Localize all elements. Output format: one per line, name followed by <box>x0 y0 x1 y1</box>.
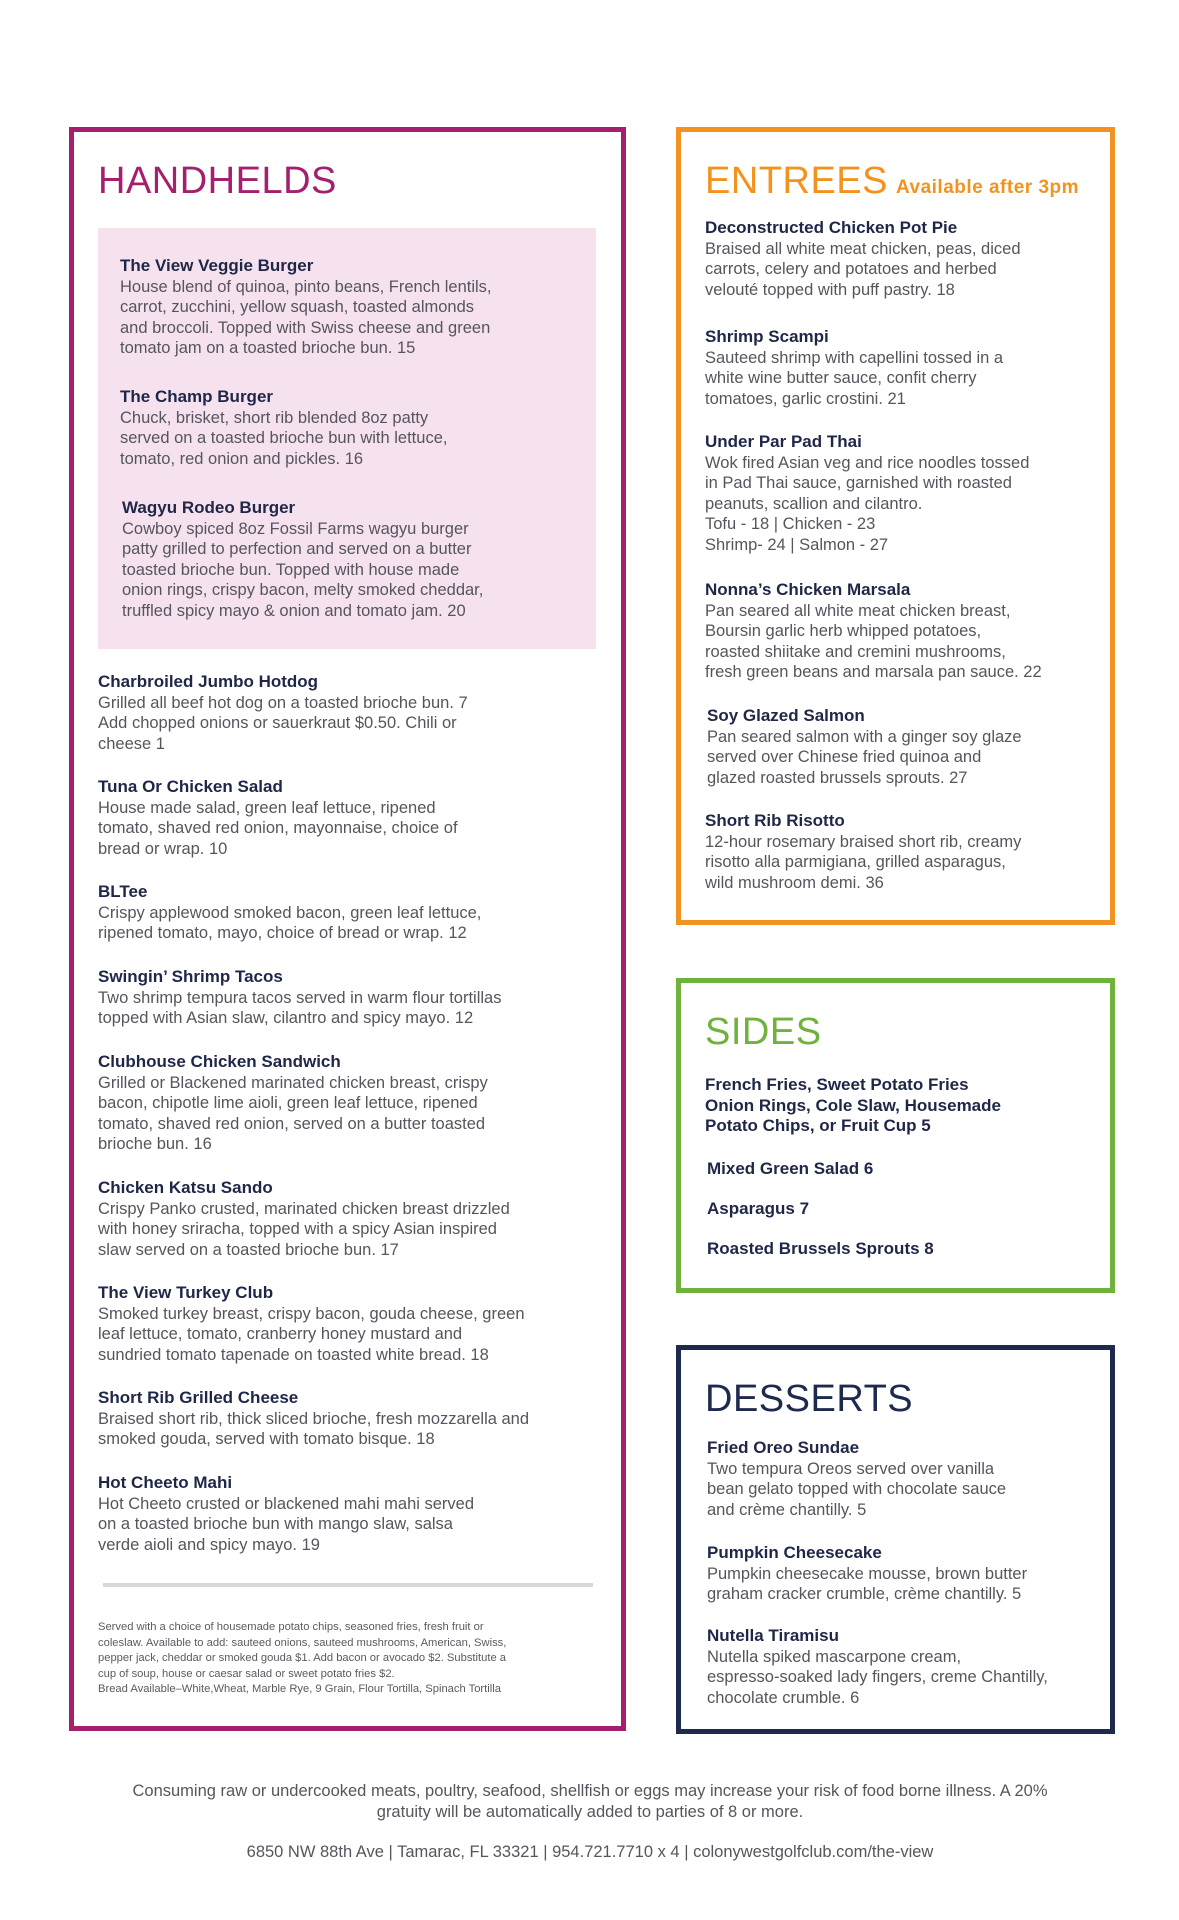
item-name: The View Turkey Club <box>98 1283 274 1302</box>
item-name: Clubhouse Chicken Sandwich <box>98 1052 341 1071</box>
item-description: House blend of quinoa, pinto beans, French lentils, carrot, zucchini, yellow squash, toasted almonds and broccoli. Topped with Swiss cheese and green tomato jam on a toasted brioche bun. 15 <box>120 277 492 357</box>
item-description: Two shrimp tempura tacos served in warm flour tortillas topped with Asian slaw, cilantro and spicy mayo. 12 <box>98 988 502 1027</box>
menu-item <box>707 1543 1092 1605</box>
item-description: Pan seared all white meat chicken breast, Boursin garlic herb whipped potatoes, roasted shiitake and cremini mushrooms, fresh green beans and marsala pan sauce. 22 <box>705 601 1042 681</box>
item-name: Short Rib Grilled Cheese <box>98 1388 299 1407</box>
menu-item <box>98 967 603 1029</box>
menu-item <box>705 218 1090 300</box>
menu-item <box>707 706 1092 788</box>
item-description: Braised all white meat chicken, peas, diced carrots, celery and potatoes and herbed velouté topped with puff pastry. 18 <box>705 239 1021 299</box>
menu-item <box>98 1178 603 1260</box>
menu-item <box>705 580 1090 683</box>
menu-item <box>98 1473 603 1555</box>
item-name: Chicken Katsu Sando <box>98 1178 273 1197</box>
item-description: Braised short rib, thick sliced brioche, fresh mozzarella and smoked gouda, served with tomato bisque. 18 <box>98 1409 530 1448</box>
menu-item <box>705 432 1090 555</box>
sides-title: SIDES <box>705 1011 822 1053</box>
side-item: French Fries, Sweet Potato Fries Onion Rings, Cole Slaw, Housemade Potato Chips, or Fruit Cup 5 <box>705 1075 1001 1135</box>
item-description: Grilled or Blackened marinated chicken breast, crispy bacon, chipotle lime aioli, green leaf lettuce, ripened tomato, shaved red onion, served on a butter toasted brioche bun. 16 <box>98 1073 488 1153</box>
item-name: Soy Glazed Salmon <box>707 706 865 725</box>
item-name: Shrimp Scampi <box>705 327 829 346</box>
item-name: Tuna Or Chicken Salad <box>98 777 283 796</box>
footnote-line: coleslaw. Available to add: sauteed onions, sauteed mushrooms, American, Swiss, <box>98 1636 507 1649</box>
item-description: Hot Cheeto crusted or blackened mahi mahi served on a toasted brioche bun with mango slaw, salsa verde aioli and spicy mayo. 19 <box>98 1494 475 1554</box>
item-name: The Champ Burger <box>120 387 274 406</box>
menu-item <box>98 1052 603 1155</box>
menu-item <box>98 1283 603 1365</box>
item-description: Cowboy spiced 8oz Fossil Farms wagyu burger patty grilled to perfection and served on a butter toasted brioche bun. Topped with house made onion rings, crispy bacon, melty smoked cheddar, truffled spicy mayo & onion and tomato jam. 20 <box>122 519 484 620</box>
item-name: The View Veggie Burger <box>120 256 314 275</box>
menu-item <box>707 1438 1092 1520</box>
item-name: Wagyu Rodeo Burger <box>122 498 296 517</box>
side-item: Mixed Green Salad 6 <box>707 1159 874 1178</box>
menu-item <box>98 672 603 754</box>
menu-item <box>120 256 580 359</box>
item-name: Pumpkin Cheesecake <box>707 1543 882 1562</box>
item-name: Nutella Tiramisu <box>707 1626 839 1645</box>
footnote-line: Bread Available–White,Wheat, Marble Rye, 9 Grain, Flour Tortilla, Spinach Tortilla <box>98 1683 501 1695</box>
menu-item <box>98 882 603 944</box>
handhelds-title: HANDHELDS <box>98 160 337 202</box>
item-description: Grilled all beef hot dog on a toasted brioche bun. 7 Add chopped onions or sauerkraut $0.50. Chili or cheese 1 <box>98 693 468 753</box>
item-description: Crispy applewood smoked bacon, green leaf lettuce, ripened tomato, mayo, choice of bread or wrap. 12 <box>98 903 482 942</box>
item-name: Swingin’ Shrimp Tacos <box>98 967 283 986</box>
item-name: Deconstructed Chicken Pot Pie <box>705 218 958 237</box>
item-name: Fried Oreo Sundae <box>707 1438 860 1457</box>
entrees-panel <box>676 127 1115 925</box>
item-name: Under Par Pad Thai <box>705 432 862 451</box>
item-description: Two tempura Oreos served over vanilla bean gelato topped with chocolate sauce and crème chantilly. 5 <box>707 1459 1007 1519</box>
item-description: Pumpkin cheesecake mousse, brown butter graham cracker crumble, crème chantilly. 5 <box>707 1564 1028 1603</box>
item-description: Smoked turkey breast, crispy bacon, gouda cheese, green leaf lettuce, tomato, cranberry honey mustard and sundried tomato tapenade on toasted white bread. 18 <box>98 1304 525 1364</box>
item-name: BLTee <box>98 882 148 901</box>
footnote-line: pepper jack, cheddar or smoked gouda $1. Add bacon or avocado $2. Substitute a <box>98 1652 506 1664</box>
entrees-availability: Available after 3pm <box>895 177 1080 198</box>
sides-panel <box>676 978 1115 1293</box>
menu-item <box>707 1626 1092 1708</box>
menu-item <box>705 811 1090 893</box>
desserts-title: DESSERTS <box>705 1378 914 1420</box>
divider <box>103 1583 593 1587</box>
menu-item <box>98 1388 603 1450</box>
menu-item <box>120 387 580 469</box>
handhelds-panel <box>69 127 626 1731</box>
menu-item <box>98 777 603 859</box>
item-name: Hot Cheeto Mahi <box>98 1473 233 1492</box>
entrees-title-text: ENTREES <box>705 160 888 202</box>
item-name: Short Rib Risotto <box>705 811 845 830</box>
item-description: House made salad, green leaf lettuce, ripened tomato, shaved red onion, mayonnaise, choice of bread or wrap. 10 <box>98 798 458 858</box>
contact-address: 6850 NW 88th Ave | Tamarac, FL 33321 | 954.721.7710 x 4 | colonywestgolfclub.com/the-view <box>246 1843 934 1861</box>
desserts-panel <box>676 1345 1115 1734</box>
item-description: Sauteed shrimp with capellini tossed in a white wine butter sauce, confit cherry tomatoes, garlic crostini. 21 <box>705 348 1004 408</box>
menu-item <box>122 498 582 621</box>
footnote-line: Served with a choice of housemade potato chips, seasoned fries, fresh fruit or <box>98 1621 484 1633</box>
item-description: Nutella spiked mascarpone cream, espresso-soaked lady fingers, creme Chantilly, chocolate crumble. 6 <box>707 1647 1048 1707</box>
item-description: Wok fired Asian veg and rice noodles tossed in Pad Thai sauce, garnished with roasted peanuts, scallion and cilantro. Tofu - 18 | Chicken - 23 Shrimp- 24 | Salmon - 27 <box>705 453 1030 554</box>
item-name: Nonna’s Chicken Marsala <box>705 580 911 599</box>
entrees-title <box>705 162 1079 200</box>
item-description: 12-hour rosemary braised short rib, creamy risotto alla parmigiana, grilled asparagus, wild mushroom demi. 36 <box>705 832 1022 892</box>
item-description: Chuck, brisket, short rib blended 8oz patty served on a toasted brioche bun with lettuce, tomato, red onion and pickles. 16 <box>120 408 448 468</box>
side-item: Roasted Brussels Sprouts 8 <box>707 1239 934 1258</box>
health-disclaimer: Consuming raw or undercooked meats, poultry, seafood, shellfish or eggs may increase your risk of food borne illness. A 20% gratuity will be automatically added to parties of 8 or more. <box>132 1782 1048 1821</box>
item-name: Charbroiled Jumbo Hotdog <box>98 672 319 691</box>
handhelds-footnote <box>98 1620 606 1698</box>
item-description: Pan seared salmon with a ginger soy glaze served over Chinese fried quinoa and glazed roasted brussels sprouts. 27 <box>707 727 1022 787</box>
footnote-line: cup of soup, house or caesar salad or sweet potato fries $2. <box>98 1667 395 1680</box>
side-item: Asparagus 7 <box>707 1199 810 1218</box>
item-description: Crispy Panko crusted, marinated chicken breast drizzled with honey sriracha, topped with a spicy Asian inspired slaw served on a toasted brioche bun. 17 <box>98 1199 510 1259</box>
menu-item <box>705 327 1090 409</box>
